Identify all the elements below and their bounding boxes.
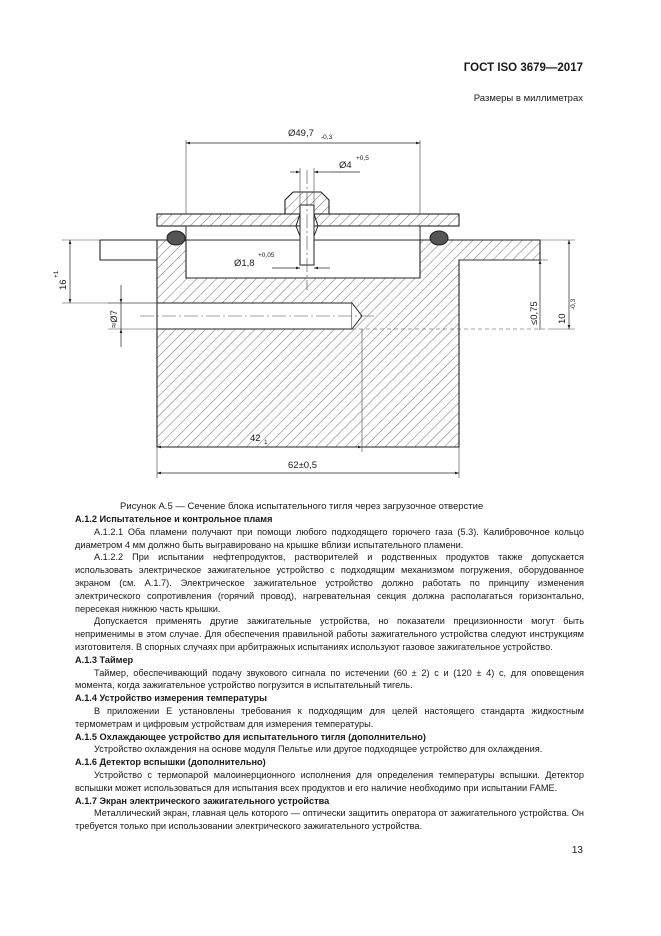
dim-inner-label: 42: [250, 433, 261, 444]
document-header: ГОСТ ISO 3679—2017: [463, 62, 583, 74]
dim-gap-label: ≤0,75: [529, 301, 540, 325]
para-a16: Устройство с термопарой малоинерционного исполнения для определения температуры вспышки. Детектор вспышки может использоваться для испытания всех продуктов и его наличие необходимо при испытании FAME.: [75, 769, 584, 793]
block-body: [100, 240, 540, 447]
dim-side-label: ≈Ø7: [109, 310, 120, 328]
para-a13: Таймер, обеспечивающий подачу звукового сигнала по истечении (60 ± 2) с и (120 ± 4) с, для оповещения момента, когда зажигательное устройство погрузится в испытательный тигель.: [75, 667, 584, 691]
dim-hole-tol: +0,5: [356, 155, 369, 162]
section-a15-title: А.1.5 Охлаждающее устройство для испытательного тигля (дополнительно): [75, 731, 426, 742]
units-note: Размеры в миллиметрах: [473, 93, 583, 104]
dim-depth-label: 10: [557, 313, 568, 324]
dim-depth: [540, 240, 577, 329]
dim-outer-tol: -0,3: [321, 134, 333, 141]
dim-outer-label: Ø49,7: [288, 128, 314, 139]
dim-left-tol: +1: [53, 270, 60, 278]
section-a16-title: А.1.6 Детектор вспышки (дополнительно): [75, 757, 266, 768]
dim-inner-sub: 1: [264, 439, 268, 446]
dim-bore-tol: +0,05: [258, 252, 275, 259]
para-a122b: Допускается применять другие зажигательные устройства, но показатели прецизионности могут быть неприменимы в этом случае. Для обеспечения правильной работы зажигательного устройства следуют инструкциям изготовителя. В спорных случаях при арбитражных испытаниях используют газовое зажигательное устройство.: [75, 616, 584, 652]
section-a13-title: А.1.3 Таймер: [75, 654, 134, 665]
section-a17-title: А.1.7 Экран электрического зажигательного устройства: [75, 795, 330, 806]
dim-total-label: 62±0,5: [288, 460, 317, 471]
figure-caption: Рисунок А.5 — Сечение блока испытательного тигля через загрузочное отверстие: [120, 501, 484, 512]
para-a15: Устройство охлаждения на основе модуля Пельтье или другое подходящее устройство для охлаждения.: [94, 744, 543, 755]
para-a121: А.1.2.1 Оба пламени получают при помощи любого подходящего горючего газа (5.3). Калибровочное кольцо диаметром 4 мм должно быть выгравировано на крышке вблизи испытательного пламени.: [75, 526, 584, 550]
body-text: [75, 513, 584, 833]
page-number: 13: [571, 845, 583, 856]
dim-left-label: 16: [58, 279, 69, 290]
section-a12-title: А.1.2 Испытательное и контрольное пламя: [75, 514, 273, 524]
dim-bore-label: Ø1,8: [234, 258, 255, 269]
para-a14: В приложении Е установлены требования к подходящим для целей настоящего стандарта жидкостным термометрам и цифровым устройствам для измерения температуры.: [75, 705, 584, 729]
dim-bore-diameter: [234, 252, 330, 269]
para-a122: А.1.2.2 При испытании нефтепродуктов, растворителей и родственных продуктов также допускается использовать электрическое зажигательное устройство с подходящим механизмом погружения, оборудованное экраном (см. А.1.7). Электрическое зажигательное устройство должно работать по принципу изменения электрического сопротивления (горячий провод), нагревательная секция должна располагаться горизонтально, пересекая нижнюю часть крышки.: [75, 552, 584, 614]
section-a14-title: А.1.4 Устройство измерения температуры: [75, 693, 267, 704]
dim-left-height: [53, 240, 157, 303]
dim-total-length: [157, 447, 459, 478]
dim-hole-label: Ø4: [339, 160, 352, 171]
side-bore: [140, 303, 375, 329]
para-a17: Металлический экран, главная цель которого — оптически защитить оператора от зажигательного устройства. Он требуется только при использовании электрического зажигательного устройства.: [75, 808, 584, 832]
dim-depth-tol: -0,3: [570, 298, 577, 310]
